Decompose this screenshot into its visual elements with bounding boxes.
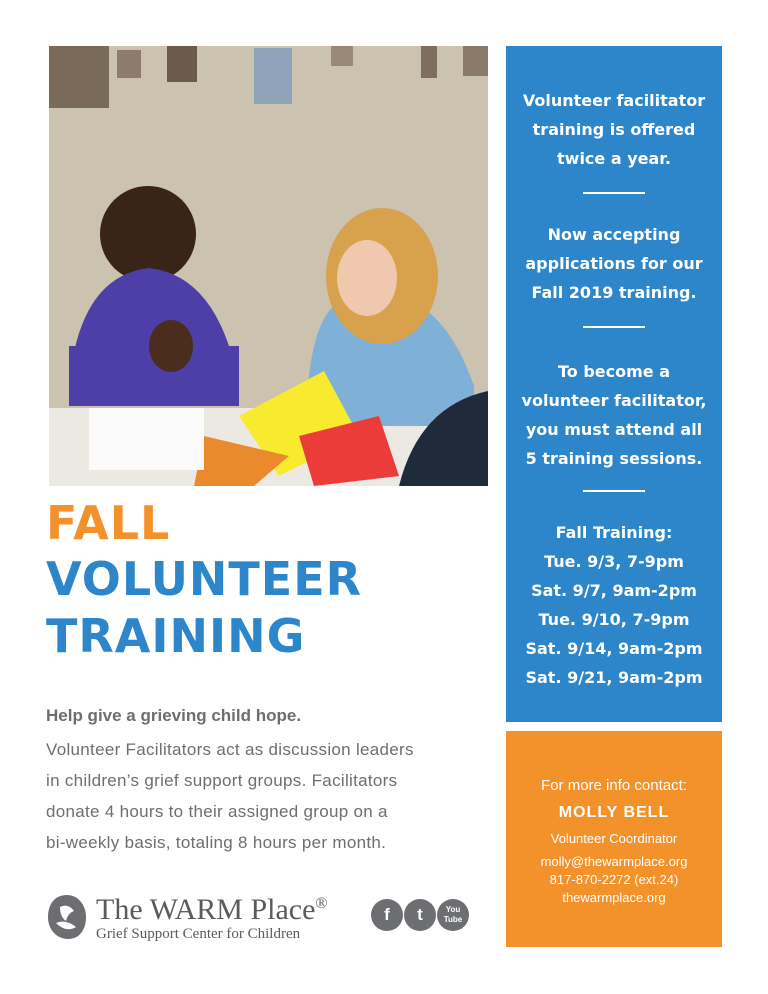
intro-line: training is offered [532, 120, 696, 139]
requirement-line: To become a [557, 362, 671, 381]
schedule-block [506, 518, 722, 692]
schedule-item: Sat. 9/7, 9am-2pm [531, 581, 697, 600]
description-line: donate 4 hours to their assigned group on a [46, 802, 388, 821]
contact-website[interactable]: thewarmplace.org [562, 890, 666, 905]
divider [583, 326, 645, 328]
logo-name: The WARM Place [96, 893, 316, 926]
contact-role: Volunteer Coordinator [550, 831, 678, 846]
requirement-line: 5 training sessions. [525, 449, 703, 468]
title-training: TRAINING [46, 609, 306, 663]
logo-tagline: Grief Support Center for Children [96, 926, 301, 942]
applications-line: applications for our [525, 254, 703, 273]
info-panel [506, 46, 722, 722]
hero-photo [49, 46, 488, 486]
logo-title [96, 893, 328, 927]
description-lead: Help give a grieving child hope. [46, 706, 302, 725]
title-fall: FALL [46, 496, 171, 550]
schedule-item: Tue. 9/3, 7-9pm [544, 552, 684, 571]
intro-line: Volunteer facilitator [522, 91, 706, 110]
applications-line: Now accepting [547, 225, 681, 244]
schedule-item: Tue. 9/10, 7-9pm [538, 610, 690, 629]
applications-line: Fall 2019 training. [531, 283, 697, 302]
divider [583, 490, 645, 492]
contact-name: MOLLY BELL [558, 804, 670, 821]
warm-place-logo [46, 893, 466, 953]
schedule-item: Sat. 9/14, 9am-2pm [525, 639, 703, 658]
schedule-heading: Fall Training: [555, 523, 673, 542]
applications-text [506, 220, 722, 307]
contact-phone: 817-870-2272 (ext.24) [549, 872, 679, 887]
description-line: in children’s grief support groups. Facilitators [46, 771, 398, 790]
description-line: bi-weekly basis, totaling 8 hours per month. [46, 833, 387, 852]
contact-heading: For more info contact: [541, 777, 687, 794]
youtube-icon[interactable]: You Tube [437, 899, 469, 931]
intro-line: twice a year. [557, 149, 671, 168]
logo-registered-mark: ® [315, 895, 328, 912]
contact-panel [506, 731, 722, 947]
schedule-item: Sat. 9/21, 9am-2pm [525, 668, 703, 687]
photo-illustration [49, 46, 488, 486]
facebook-icon[interactable]: f [371, 899, 403, 931]
description-line: Volunteer Facilitators act as discussion leaders [46, 740, 414, 759]
twitter-icon[interactable]: t [404, 899, 436, 931]
requirement-text [506, 357, 722, 473]
requirement-line: volunteer facilitator, [521, 391, 707, 410]
contact-email[interactable]: molly@thewarmplace.org [540, 854, 688, 869]
divider [583, 192, 645, 194]
logo-mark-icon [46, 893, 88, 941]
requirement-line: you must attend all [525, 420, 703, 439]
intro-text [506, 86, 722, 173]
title-volunteer: VOLUNTEER [46, 552, 363, 606]
